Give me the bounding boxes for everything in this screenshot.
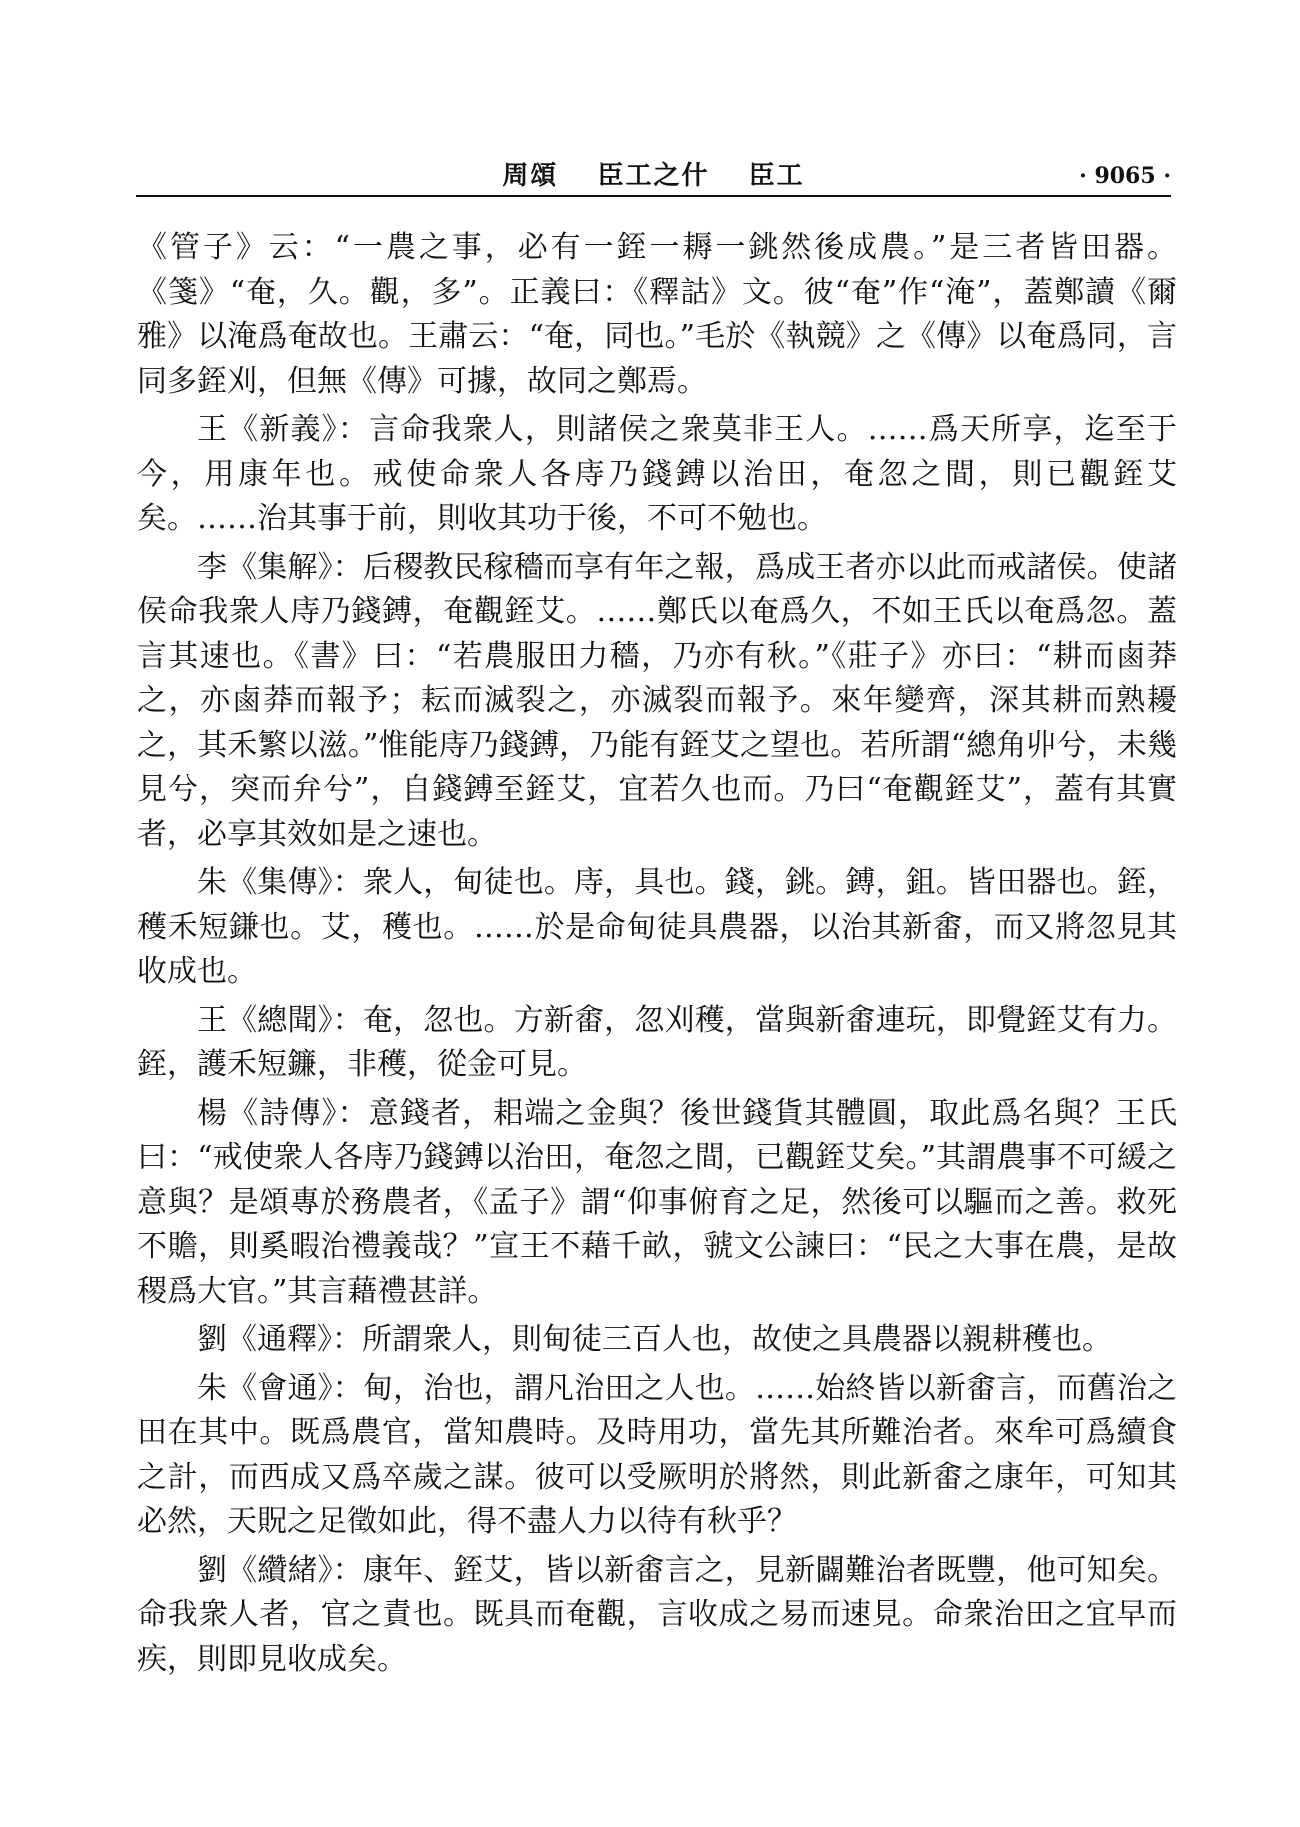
header-title-part: 臣工之什 — [597, 161, 710, 191]
paragraph: 劉《通釋》：所謂衆人，則甸徒三百人也，故使之具農器以親耕穫也。 — [197, 1322, 1112, 1357]
body-text — [137, 226, 1177, 1686]
header-rule — [136, 195, 1171, 197]
paragraph: 朱《會通》：甸，治也，謂凡治田之人也。……始終皆以新畬言，而舊治之田在其中。既爲農官，當知農時。及時用功，當先其所難治者。來牟可爲續食之計，而西成又爲卒歲之謀。彼可以受厥明於將然，則此新畬之康年，可知其必然，天貺之足徵如此，得不盡人力以待有秋乎？ — [137, 1370, 1177, 1539]
paragraph: 楊《詩傳》：意錢者，耜端之金與？後世錢貨其體圓，取此爲名與？王氏曰：“戒使衆人各庤乃錢鎛以治田，奄忽之間，已觀銍艾矣。”其謂農事不可緩之意與？是頌專於務農者，《孟子》謂“仰事俯育之足，然後可以驅而之善。救死不贍，則奚暇治禮義哉？”宣王不藉千畝，虢文公諫曰：“民之大事在農，是故稷爲大官。”其言藉禮甚詳。 — [137, 1095, 1177, 1309]
paragraph: 李《集解》：后稷教民稼穡而享有年之報，爲成王者亦以此而戒諸侯。使諸侯命我衆人庤乃錢鎛，奄觀銍艾。……鄭氏以奄爲久，不如王氏以奄爲忽。蓋言其速也。《書》曰：“若農服田力穡，乃亦有秋。”《莊子》亦曰：“耕而鹵莽之，亦鹵莽而報予；耘而滅裂之，亦滅裂而報予。來年變齊，深其耕而熟耰之，其禾繁以滋。”惟能庤乃錢鎛，乃能有銍艾之望也。若所謂“總角丱兮，未幾見兮，突而弁兮”，自錢鎛至銍艾，宜若久也而。乃曰“奄觀銍艾”，蓋有其實者，必享其效如是之速也。 — [137, 549, 1177, 852]
paragraph: 劉《纘緒》：康年、銍艾，皆以新畬言之，見新闢難治者既豐，他可知矣。命我衆人者，官之責也。既具而奄觀，言收成之易而速見。命衆治田之宜早而疾，則即見收成矣。 — [137, 1552, 1177, 1677]
paragraph: 《管子》云：“一農之事，必有一銍一耨一銚然後成農。”是三者皆田器。《箋》“奄，久。觀，多”。正義曰：《釋詁》文。彼“奄”作“淹”，蓋鄭讀《爾雅》以淹爲奄故也。王肅云：“奄，同也。”毛於《執競》之《傳》以奄爲同，言同多銍刈，但無《傳》可據，故同之鄭焉。 — [137, 230, 1177, 399]
paragraph: 王《新義》：言命我衆人，則諸侯之衆莫非王人。……爲天所享，迄至于今，用康年也。戒使命衆人各庤乃錢鎛以治田，奄忽之間，則已觀銍艾矣。……治其事于前，則收其功于後，不可不勉也。 — [137, 412, 1177, 536]
page-number: · 9065 · — [1079, 163, 1171, 189]
running-header — [136, 160, 1171, 196]
paragraph: 朱《集傳》：衆人，甸徒也。庤，具也。錢，銚。鎛，鉏。皆田器也。銍，穫禾短鎌也。艾，穫也。……於是命甸徒具農器，以治其新畬，而又將忽見其收成也。 — [137, 865, 1177, 989]
header-title-part: 周頌 — [502, 161, 559, 191]
header-title — [136, 160, 1171, 192]
header-title-part: 臣工 — [748, 161, 805, 191]
paragraph: 王《總聞》：奄，忽也。方新畬，忽刈穫，當與新畬連玩，即覺銍艾有力。銍，護禾短鐮，非穫，從金可見。 — [137, 1002, 1177, 1082]
